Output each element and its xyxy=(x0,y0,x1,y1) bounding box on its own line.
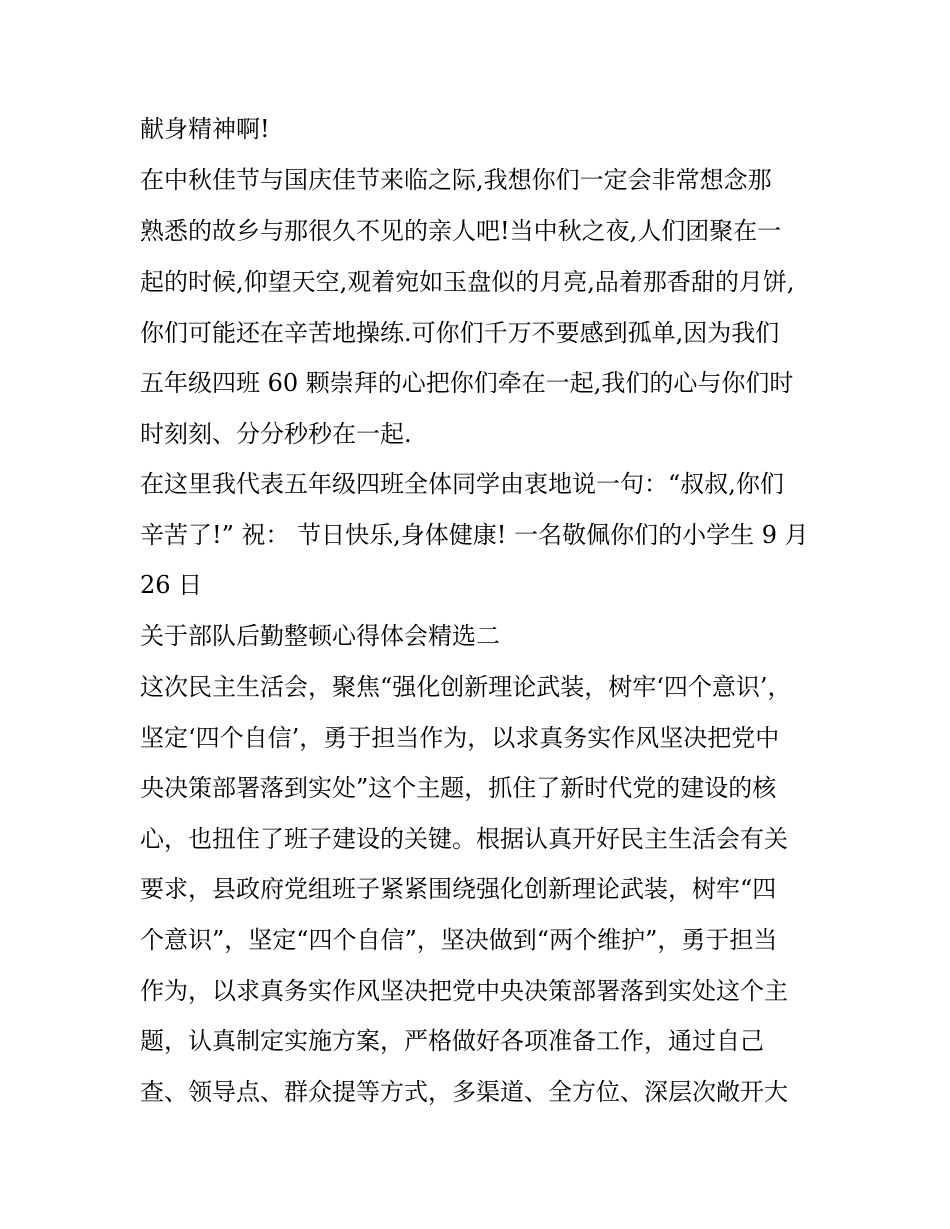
text-line: 心，也扭住了班子建设的关键。根据认真开好民主生活会有关 xyxy=(140,825,788,853)
text-line: 坚定‘四个自信’，勇于担当作为，以求真务实作风坚决把党中 xyxy=(140,724,780,752)
text-line: 作为，以求真务实作风坚决把党中央决策部署落到实处这个主 xyxy=(140,977,788,1005)
text-line: 起的时候,仰望天空,观着宛如玉盘似的月亮,品着那香甜的月饼, xyxy=(140,268,795,296)
text-line: 要求，县政府党组班子紧紧围绕强化创新理论武装，树牢“四 xyxy=(140,875,777,903)
text-line: 央决策部署落到实处”这个主题，抓住了新时代党的建设的核 xyxy=(140,774,777,802)
text-line: 你们可能还在辛苦地操练.可你们千万不要感到孤单,因为我们 xyxy=(140,319,780,347)
text-line: 查、领导点、群众提等方式，多渠道、全方位、深层次敞开大 xyxy=(140,1078,788,1106)
text-line: 辛苦了!” 祝： 节日快乐,身体健康! 一名敬佩你们的小学生 9 月 xyxy=(140,521,809,549)
text-line: 熟悉的故乡与那很久不见的亲人吧!当中秋之夜,人们团聚在一 xyxy=(140,217,782,245)
text-line: 题，认真制定实施方案，严格做好各项准备工作，通过自己 xyxy=(140,1027,764,1055)
text-line: 五年级四班 60 颗崇拜的心把你们牵在一起,我们的心与你们时 xyxy=(140,369,794,397)
section-heading: 关于部队后勤整顿心得体会精选二 xyxy=(140,622,500,650)
text-line: 在中秋佳节与国庆佳节来临之际,我想你们一定会非常想念那 xyxy=(140,166,772,194)
text-line: 献身精神啊! xyxy=(140,115,270,143)
text-line: 在这里我代表五年级四班全体同学由衷地说一句：“叔叔,你们 xyxy=(140,470,784,498)
text-line: 这次民主生活会，聚焦“强化创新理论武装，树牢‘四个意识’， xyxy=(140,673,792,701)
text-line: 个意识”，坚定“四个自信”，坚决做到“两个维护”，勇于担当 xyxy=(140,926,778,954)
text-line: 时刻刻、分分秒秒在一起. xyxy=(140,420,412,448)
text-line: 26 日 xyxy=(140,571,203,599)
